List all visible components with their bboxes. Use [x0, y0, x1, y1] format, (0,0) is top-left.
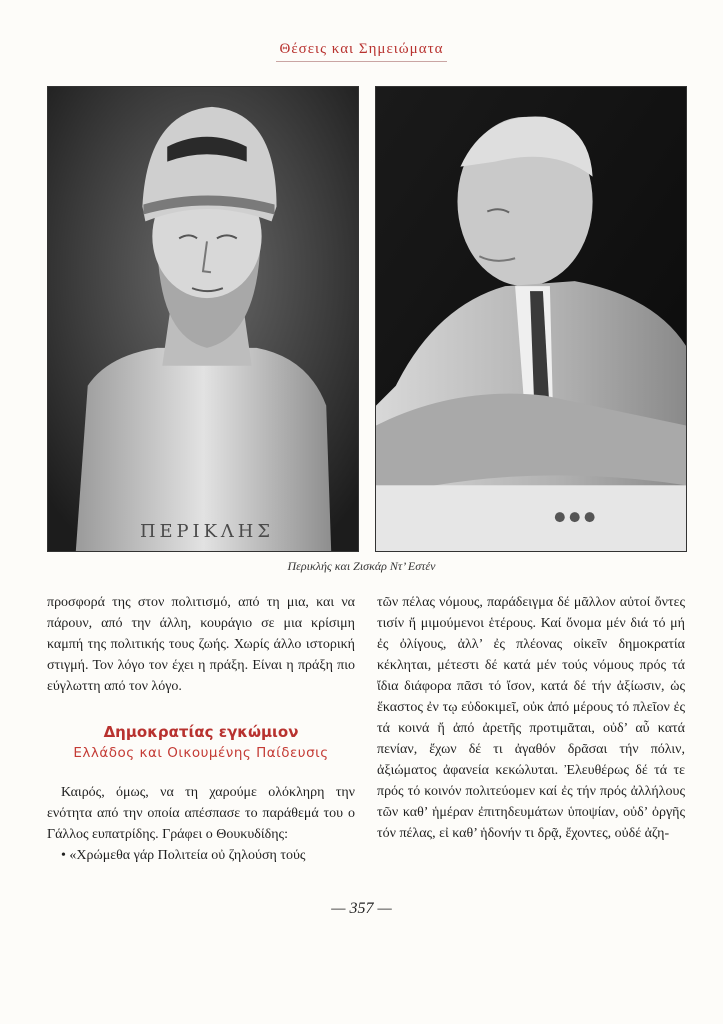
running-head-title: Θέσεις και Σημειώματα	[276, 41, 448, 62]
bust-inscription: ΠΕΡΙΚΛΗΣ	[139, 521, 274, 543]
giscard-destaing-photo	[375, 86, 687, 552]
giscard-destaing-image	[376, 87, 686, 551]
running-head	[0, 38, 723, 62]
right-paragraph: τῶν πέλας νόμους, παράδειγμα δέ μᾶλλον αὐτοί ὄντες τισίν ἤ μιμούμενοι ἑτέρους. Καί ὄνομα μέν διά τό μή ἐς ὀλίγους, ἀλλ’ ἐς πλέονας οἰκεῖν δημοκρατία κέκληται, μέτεστι δέ κατά μέν τούς νόμους πρός τά ἴδια διάφορα πᾶσι τό ἴσον, κατά δέ τήν ἀξίωσιν, ὡς ἕκαστος ἐν τῳ εὐδοκιμεῖ, οὐκ ἀπό μέρους τό πλεῖον ἐς τά κοινά ἤ ἀπό ἀρετῆς προτιμᾶται, οὐδ’ αὖ κατά πενίαν, ἔχων δέ τι ἀγαθόν δρᾶσαι τήν πόλιν, ἀξιώματος ἀφανεία κεκώλυται. Ἐλευθέρως δέ τά τε πρός τό κοινόν πολιτεύομεν καί ἐς τήν πρός ἀλλήλους τῶν καθ’ ἡμέραν ἐπιτηδευμάτων ὑποψίαν, οὐδ’ ὀργῆς τόν πέλας, εἰ καθ’ ἡδονήν τι δρᾷ, ἔχοντες, οὐδέ ἀζη-	[377, 595, 685, 841]
left-paragraph-2: Καιρός, όμως, να τη χαρούμε ολόκληρη την ενότητα από την οποία απέσπασε το παράθεμά του ο Γάλλος ευπατρίδης. Γράφει ο Θουκυδίδης:	[47, 785, 355, 842]
pericles-bust-photo	[47, 86, 359, 552]
left-paragraph-3: • «Χρώμεθα γάρ Πολιτεία οὐ ζηλούση τούς	[61, 848, 306, 863]
pericles-bust-image	[48, 87, 358, 551]
left-paragraph-1: προσφορά της στον πολιτισμό, από τη μια, και να πάρουν, από την άλλη, κουράγιο σε μια κρίσιμη καμπή της πολιτικής τους ζωής. Χωρίς άλλο ιστορική στιγμή. Τον λόγο τον έχει η πράξη. Είναι η πράξη πιο εύγλωττη από τον λόγο.	[47, 595, 355, 694]
page-number: — 357 —	[331, 900, 392, 917]
section-title: Δημοκρατίας εγκώμιον	[103, 723, 299, 741]
section-subtitle: Ελλάδος και Οικουμένης Παίδευσις	[73, 745, 329, 761]
figure-caption: Περικλής και Ζισκάρ Ντ’ Εστέν	[287, 559, 436, 573]
right-text-column	[377, 592, 685, 844]
left-text-column	[47, 592, 355, 866]
